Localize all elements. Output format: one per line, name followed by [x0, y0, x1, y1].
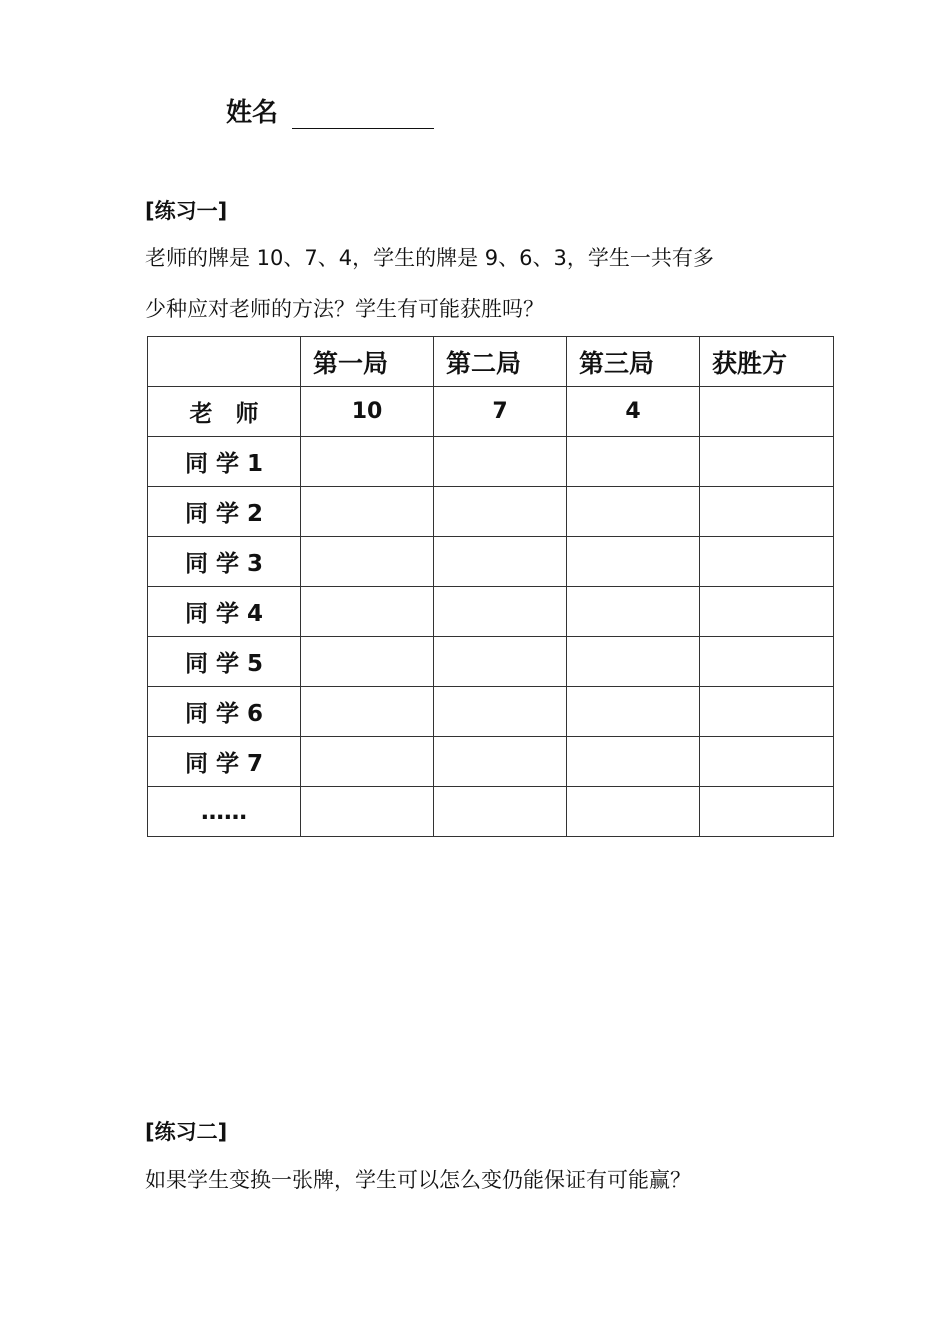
table-cell[interactable] [700, 637, 834, 687]
table-cell[interactable] [301, 537, 434, 587]
table-cell[interactable] [301, 687, 434, 737]
name-field-row [226, 92, 434, 129]
row-label: 同 学 5 [148, 637, 301, 687]
exercise1-line1: 老师的牌是 10、7、4，学生的牌是 9、6、3，学生一共有多 [145, 246, 714, 270]
exercise2-line1: 如果学生变换一张牌，学生可以怎么变仍能保证有可能赢？ [145, 1168, 691, 1192]
table-cell[interactable] [700, 537, 834, 587]
table-cell[interactable] [567, 487, 700, 537]
table-cell[interactable] [700, 487, 834, 537]
table-cell: 10 [301, 387, 434, 437]
table-cell[interactable] [700, 387, 834, 437]
table-cell[interactable] [567, 687, 700, 737]
table-cell[interactable] [567, 637, 700, 687]
table-cell[interactable] [434, 687, 567, 737]
table-row [148, 437, 834, 487]
table-cell[interactable] [301, 737, 434, 787]
table-row [148, 687, 834, 737]
table-cell[interactable] [700, 687, 834, 737]
row-label-ellipsis: …… [148, 787, 301, 837]
table-cell[interactable] [434, 637, 567, 687]
table-row [148, 737, 834, 787]
row-label: 同 学 7 [148, 737, 301, 787]
table-cell[interactable] [567, 437, 700, 487]
table-cell[interactable] [567, 737, 700, 787]
name-blank-line[interactable] [292, 100, 434, 129]
table-row [148, 587, 834, 637]
table-cell[interactable] [434, 787, 567, 837]
exercise1-title: [练习一] [145, 199, 228, 223]
table-cell[interactable] [700, 437, 834, 487]
table-row [148, 387, 834, 437]
table-header-row [148, 337, 834, 387]
row-label: 老 师 [148, 387, 301, 437]
table-cell: 7 [434, 387, 567, 437]
table-header-round1: 第一局 [301, 337, 434, 387]
table-header-winner: 获胜方 [700, 337, 834, 387]
table-row [148, 537, 834, 587]
table-cell[interactable] [700, 587, 834, 637]
table-cell[interactable] [567, 587, 700, 637]
row-label: 同 学 1 [148, 437, 301, 487]
table-row [148, 787, 834, 837]
table-cell[interactable] [434, 537, 567, 587]
table-cell[interactable] [301, 437, 434, 487]
table-row [148, 487, 834, 537]
exercise1-line2: 少种应对老师的方法？学生有可能获胜吗？ [145, 297, 544, 321]
table-cell[interactable] [301, 637, 434, 687]
table-cell[interactable] [301, 487, 434, 537]
table-header-round3: 第三局 [567, 337, 700, 387]
answer-table [147, 336, 834, 837]
row-label: 同 学 4 [148, 587, 301, 637]
table-header-round2: 第二局 [434, 337, 567, 387]
table-cell[interactable] [434, 437, 567, 487]
table-cell[interactable] [700, 787, 834, 837]
table-cell: 4 [567, 387, 700, 437]
table-header-cell [148, 337, 301, 387]
table-cell[interactable] [301, 787, 434, 837]
table-cell[interactable] [700, 737, 834, 787]
table-cell[interactable] [567, 787, 700, 837]
table-cell[interactable] [301, 587, 434, 637]
table-cell[interactable] [567, 537, 700, 587]
table-cell[interactable] [434, 487, 567, 537]
row-label: 同 学 3 [148, 537, 301, 587]
row-label: 同 学 2 [148, 487, 301, 537]
table-row [148, 637, 834, 687]
row-label: 同 学 6 [148, 687, 301, 737]
table-cell[interactable] [434, 737, 567, 787]
exercise2-title: [练习二] [145, 1120, 228, 1144]
name-label: 姓名 [226, 98, 279, 128]
table-cell[interactable] [434, 587, 567, 637]
